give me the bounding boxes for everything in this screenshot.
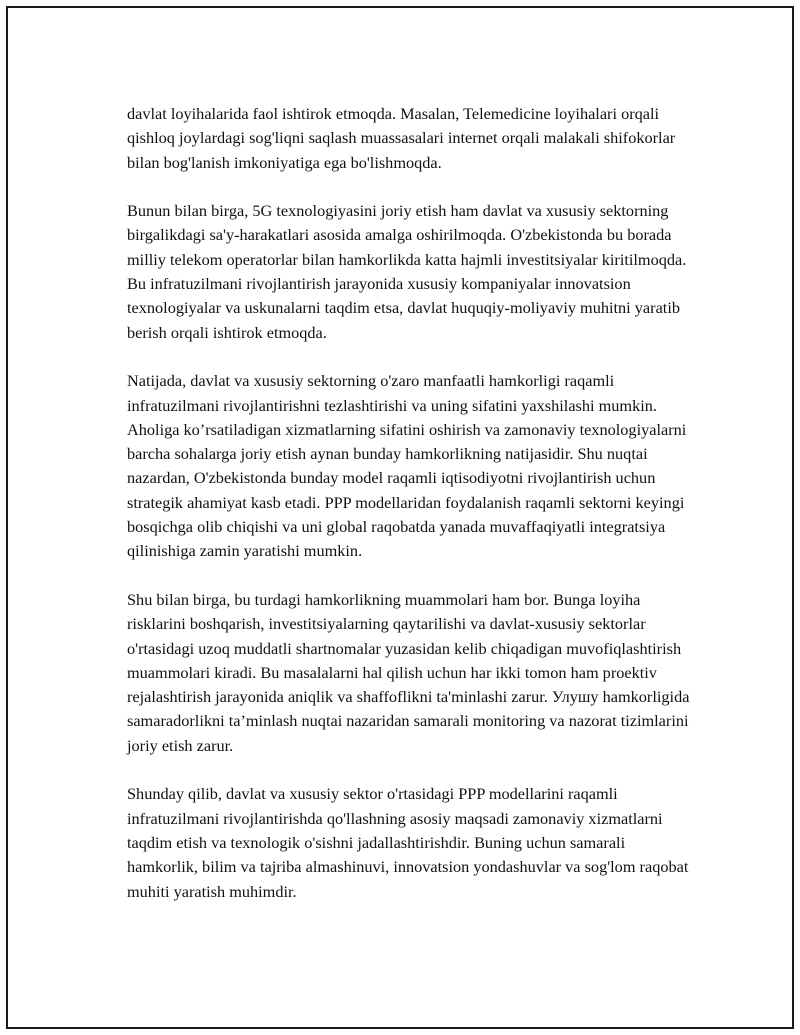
paragraph-1: davlat loyihalarida faol ishtirok etmoqda. Masalan, Telemedicine loyihalari orqali qishloq joylardagi sog'liqni saqlash muassasalari internet orqali malakali shifokorlar bilan bog'lanish imkoniyatiga ega bo'lishmoqda. (127, 104, 676, 172)
paragraph-5: Shunday qilib, davlat va xususiy sektor o'rtasidagi PPP modellarini raqamli infratuzilmani rivojlantirishda qo'llashning asosiy maqsadi zamonaviy xizmatlarni taqdim etish va texnologik o'sishni jadallashtirishdir. Buning uchun samarali hamkorlik, bilim va tajriba almashinuvi, innovatsion yondashuvlar va sog'lom raqobat muhiti yaratish muhimdir. (127, 784, 689, 901)
paragraph-3: Natijada, davlat va xususiy sektorning o'zaro manfaatli hamkorligi raqamli infratuzilmani rivojlantirishni tezlashtirishi va uning sifatini yaxshilashi mumkin. Aholiga ko’rsatiladigan xizmatlarning sifatini oshirish va zamonaviy texnologiyalarni barcha sohalarga joriy etish aynan bunday hamkorlikning natijasidir. Shu nuqtai nazardan, O'zbekistonda bunday model raqamli iqtisodiyotni rivojlantirish uchun strategik ahamiyat kasb etadi. PPP modellaridan foydalanish raqamli sektorni keyingi bosqichga olib chiqishi va uni global raqobatda yanada muvaffaqiyatli integratsiya qilinishiga zamin yaratishi mumkin. (127, 371, 687, 561)
page-body (127, 102, 699, 904)
paragraph-4: Shu bilan birga, bu turdagi hamkorlikning muammolari ham bor. Bunga loyiha risklarini boshqarish, investitsiyalarning qaytarilishi va davlat-xususiy sektorlar o'rtasidagi uzoq muddatli shartnomalar yuzasidan kelib chiqadigan muvofiqlashtirish muammolari kiradi. Bu masalalarni hal qilish uchun har ikki tomon ham proektiv rejalashtirish jarayonida aniqlik va shaffoflikni ta'minlashi zarur. Улушу hamkorligida samaradorlikni ta’minlash nuqtai nazaridan samarali monitoring va nazorat tizimlarini joriy etish zarur. (127, 589, 690, 755)
page-frame (6, 6, 794, 1029)
paragraph-2: Bunun bilan birga, 5G texnologiyasini joriy etish ham davlat va xususiy sektorning birgalikdagi sa'y-harakatlari asosida amalga oshirilmoqda. O'zbekistonda bu borada milliy telekom operatorlar bilan hamkorlikda katta hajmli investitsiyalar kiritilmoqda. Bu infratuzilmani rivojlantirish jarayonida xususiy kompaniyalar innovatsion texnologiyalar va uskunalarni taqdim etsa, davlat huquqiy-moliyaviy muhitni yaratib berish orqali ishtirok etmoqda. (127, 201, 687, 342)
